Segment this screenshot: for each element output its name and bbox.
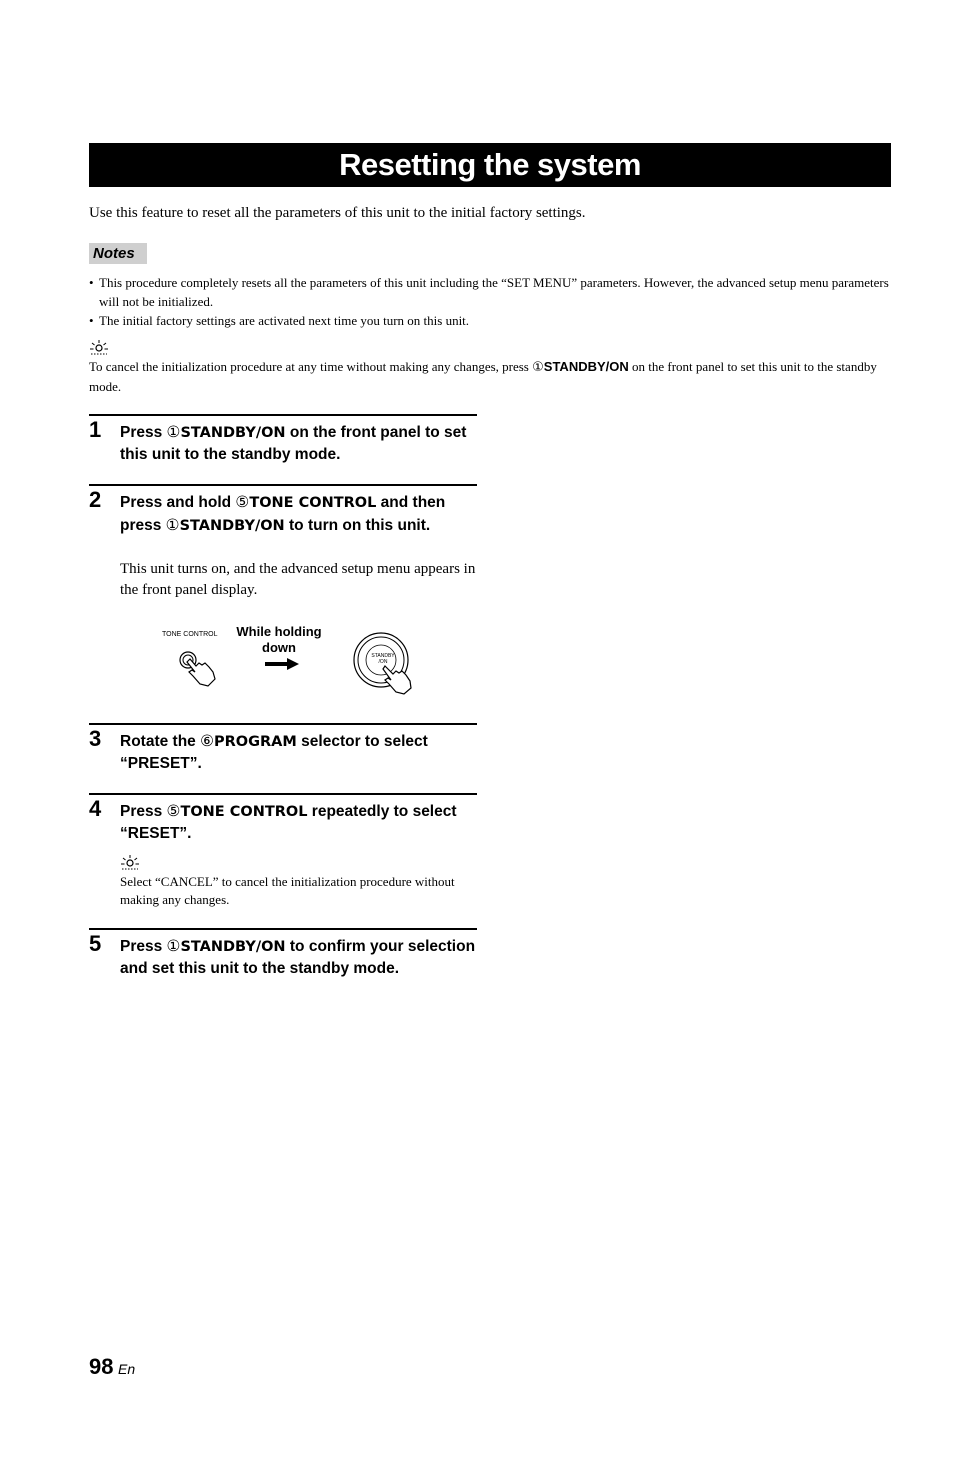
step-instruction: Press ①STANDBY/ON on the front panel to set this unit to the standby mode. <box>120 423 467 463</box>
tone-control-label: TONE CONTROL <box>162 631 218 638</box>
hint-icon <box>120 854 140 870</box>
step-number: 3 <box>89 726 102 751</box>
intro-text: Use this feature to reset all the parameters of this unit to the initial factory settings. <box>89 205 586 221</box>
step-instruction: Rotate the ⑥PROGRAM selector to select “PRESET”. <box>120 732 428 772</box>
step-4 <box>89 793 477 920</box>
step-number: 4 <box>89 796 102 821</box>
step-instruction: Press and hold ⑤TONE CONTROL and then press ①STANDBY/ON to turn on this unit. <box>120 493 446 534</box>
step-number: 5 <box>89 931 102 956</box>
step-1 <box>89 414 477 476</box>
step-instruction: Press ①STANDBY/ON to confirm your selection and set this unit to the standby mode. <box>120 937 476 977</box>
notes-list <box>89 273 894 330</box>
tone-control-button-icon <box>175 646 220 688</box>
arrow-right-icon <box>265 658 299 670</box>
page-language: En <box>118 1361 136 1377</box>
step-tip-text: Select “CANCEL” to cancel the initialization procedure without making any changes. <box>120 874 455 907</box>
step-instruction: Press ⑤TONE CONTROL repeatedly to select “RESET”. <box>120 802 457 842</box>
tip-text: To cancel the initialization procedure at any time without making any changes, press ①STANDBY/ON on the front panel to set this unit to the standby mode. <box>89 359 877 394</box>
standby-label: STANDBY /ON <box>371 653 395 665</box>
page-title: Resetting the system <box>89 143 891 187</box>
hint-icon <box>89 339 109 355</box>
step-5 <box>89 928 477 1010</box>
button-illustration <box>155 620 425 700</box>
step-number: 2 <box>89 487 102 512</box>
key-label: STANDBY/ON <box>543 359 629 374</box>
step-description: This unit turns on, and the advanced setup menu appears in the front panel display. <box>120 561 476 598</box>
key-number: ① <box>532 360 544 375</box>
note-item: • This procedure completely resets all the parameters of this unit including the “SET MENU” parameters. However, the advanced setup menu parameters will not be initialized. <box>89 273 894 311</box>
holding-label: While holding down <box>236 624 322 655</box>
page-number: 98 <box>89 1354 114 1379</box>
notes-label: Notes <box>89 243 147 264</box>
step-3 <box>89 723 477 785</box>
step-number: 1 <box>89 417 102 442</box>
note-item: • The initial factory settings are activated next time you turn on this unit. <box>89 311 894 330</box>
